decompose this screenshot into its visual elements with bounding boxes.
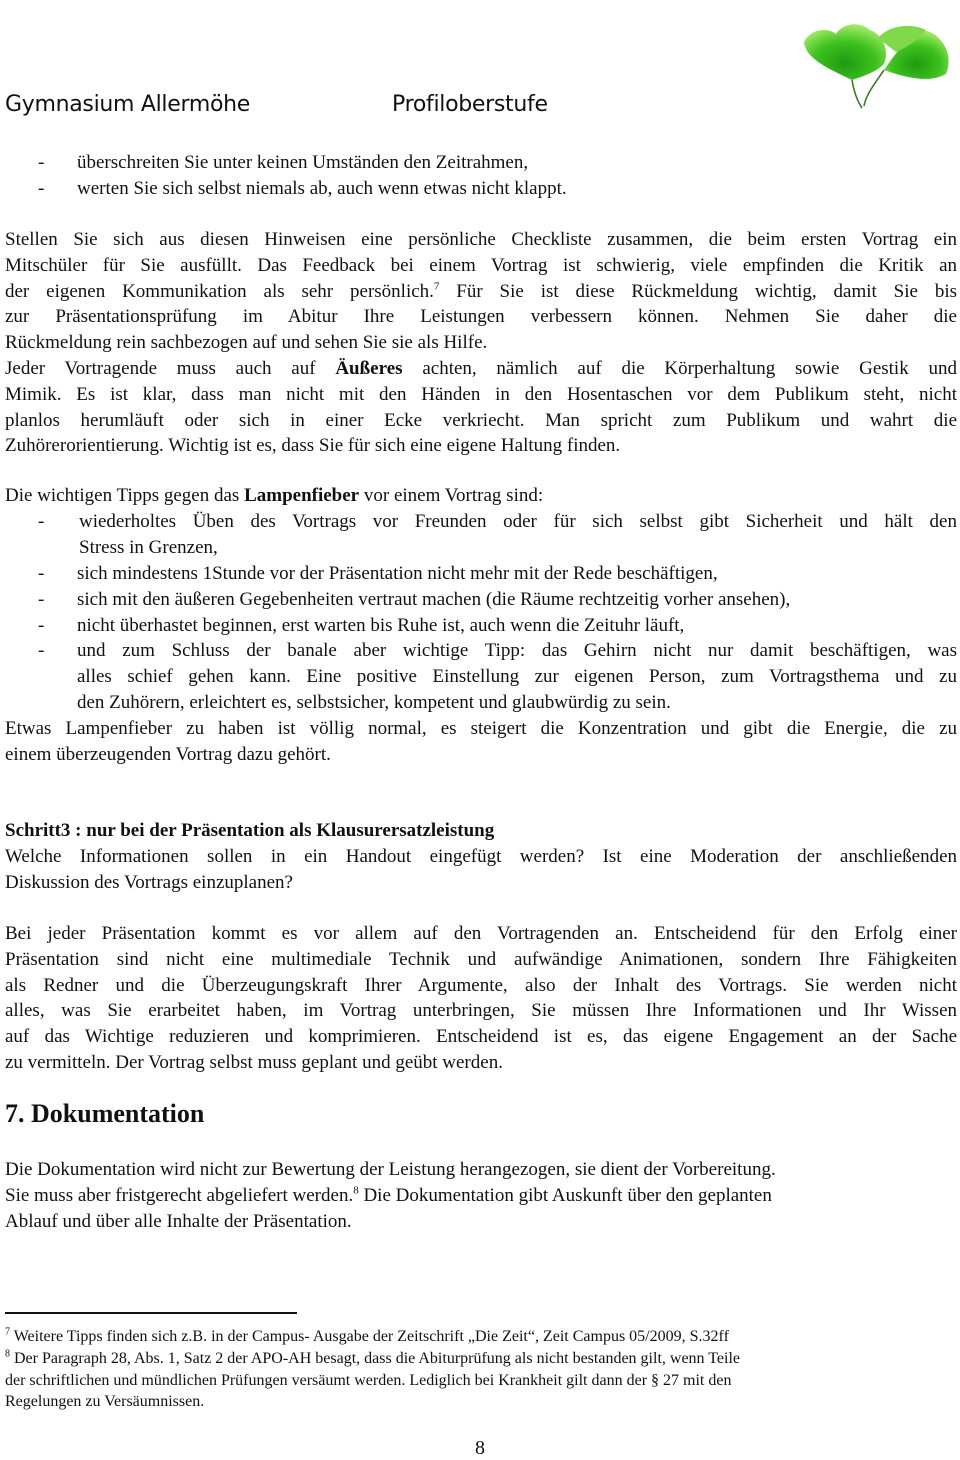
section-heading: 7. Dokumentation xyxy=(5,1099,205,1128)
step3-section: Schritt3 : nur bei der Präsentation als Klausurersatzleistung Welche Informationen sollen in ein Handout eingefügt werden? Ist eine Moderation der anschließenden Diskussion des Vortrags einzuplanen? xyxy=(5,820,957,893)
paragraph-documentation: Die Dokumentation wird nicht zur Bewertung der Leistung herangezogen, sie dient der Vorbereitung. Sie muss aber fristgerecht abgeliefert werden.$^8$ Die Dokumentation gibt Auskunft über den geplanten Ablauf und über alle Inhalte der Präsentation. xyxy=(5,1159,776,1232)
step3-heading: Schritt3 : nur bei der Präsentation als Klausurersatzleistung xyxy=(5,820,495,841)
school-name: Gymnasium Allermöhe xyxy=(5,92,251,117)
ginkgo-leaf-icon xyxy=(792,12,960,112)
footnote-8: $^8$ Der Paragraph 28, Abs. 1, Satz 2 der APO-AH besagt, dass die Abiturprüfung als nicht bestanden gilt, wenn Teile der schriftlichen und mündlichen Prüfungen versäumt werden. Lediglich bei Krankheit gilt dann der § 27 mit den Regelungen zu Versäumnissen. xyxy=(5,1348,740,1410)
tips-intro: Die wichtigen Tipps gegen das Lampenfieber vor einem Vortrag sind: xyxy=(5,485,544,506)
tips-outro: Etwas Lampenfieber zu haben ist völlig normal, es steigert die Konzentration und gibt die Energie, die zu einem überzeugenden Vortrag dazu gehört. xyxy=(5,718,957,765)
paragraph-feedback: Stellen Sie sich aus diesen Hinweisen eine persönliche Checkliste zusammen, die beim ersten Vortrag ein Mitschüler für Sie ausfüllt. Das Feedback bei einem Vortrag ist schwierig, viele empfinden die Kritik an der eigenen Kommunikation als sehr persönlich.$^7$ Für Sie ist diese Rückmeldung wichtig, damit Sie bis zur Präsentationsprüfung im Abitur Ihre Leistungen verbessern können. Nehmen Sie daher die Rückmeldung rein sachbezogen auf und sehen Sie sie als Hilfe. xyxy=(5,229,957,354)
step3-body: Bei jeder Präsentation kommt es vor allem auf den Vortragenden an. Entscheidend für den Erfolg einer Präsentation sind nicht eine multimediale Technik und aufwändige Animationen, sondern Ihre Fähigkeiten als Redner und die Überzeugungskraft Ihrer Argumente, also der Inhalt des Vortrags. Sie werden nicht alles, was Sie erarbeitet haben, im Vortrag unterbringen, Sie müssen Ihre Informationen und Ihr Wissen auf das Wichtige reduzieren und komprimieren. Entscheidend ist es, das eigene Engagement an der Sache zu vermitteln. Der Vortrag selbst muss geplant und geübt werden. xyxy=(5,923,957,1073)
page-number: 8 xyxy=(475,1437,485,1459)
paragraph-appearance: Jeder Vortragende muss auch auf Äußeres achten, nämlich auf die Körperhaltung sowie Gestik und Mimik. Es ist klar, dass man nicht mit den Händen in den Hosentaschen vor dem Publikum steht, nicht planlos herumläuft oder sich in einer Ecke verkriecht. Man spricht zum Publikum und wahrt die Zuhörerorientierung. Wichtig ist es, dass Sie für sich eine eigene Haltung finden. xyxy=(5,358,957,457)
footnote-ref-8[interactable]: 8 xyxy=(353,1184,359,1197)
footnote-divider xyxy=(5,1312,297,1314)
footnote-7: $^7$ Weitere Tipps finden sich z.B. in der Campus- Ausgabe der Zeitschrift „Die Zeit“, Zeit Campus 05/2009, S.32ff xyxy=(5,1326,729,1345)
footnote-ref-7[interactable]: 7 xyxy=(433,280,440,293)
program-name: Profiloberstufe xyxy=(392,92,548,117)
